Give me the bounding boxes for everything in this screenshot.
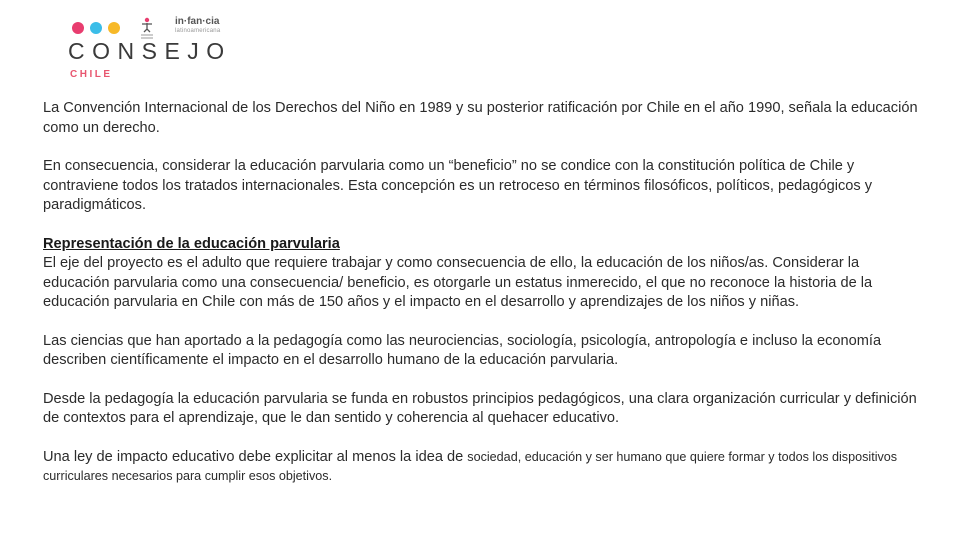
infancia-wordmark: in·fan·cia (175, 16, 220, 27)
paragraph-convention: La Convención Internacional de los Derechos del Niño en 1989 y su posterior ratificación por Chile en el año 1990, señala la educación como un derecho. (43, 100, 918, 136)
consejo-wordmark: CONSEJO (68, 38, 232, 64)
chile-wordmark: CHILE (70, 69, 113, 80)
paragraph-law-rest: sociedad, educación y ser humano que quiere formar y todos los dispositivos curriculares necesarios para cumplir esos objetivos. (43, 449, 898, 483)
blue-dot-icon (90, 22, 102, 34)
yellow-dot-icon (108, 22, 120, 34)
section-heading: Representación de la educación parvularia (43, 235, 340, 252)
paragraph-sciences: Las ciencias que han aportado a la pedagogía como las neurociencias, sociología, psicología, antropología e incluso la economía describen científicamente el impacto en el desarrollo humano de la educación parvularia. (43, 332, 882, 368)
logo-dots (72, 22, 120, 34)
pink-dot-icon (72, 22, 84, 34)
paragraph-consequence: En consecuencia, considerar la educación parvularia como un “beneficio” no se condice con la constitución política de Chile y contraviene todos los tratados internacionales. Esta concepción es un retroceso en términos filosóficos, políticos, pedagógicos y paradigmáticos. (43, 158, 873, 213)
figure-icon (140, 17, 154, 39)
document-body (43, 99, 923, 487)
paragraph-project-axis: El eje del proyecto es el adulto que requiere trabajar y como consecuencia de ello, la educación de los niños/as. Considerar la educación parvularia como una consecuencia/ beneficio, es otorgarle un estatus inmerecido, el que no reconoce la historia de la educación parvularia en Chile con más de 150 años y el impacto en el desarrollo y aprendizajes de los niños y niñas. (43, 255, 873, 310)
infancia-subtitle: latinoamericana (175, 28, 221, 34)
paragraph-law (43, 448, 923, 487)
paragraph-pedagogy: Desde la pedagogía la educación parvularia se funda en robustos principios pedagógicos, una clara organización curricular y definición de contextos para el aprendizaje, que le dan sentido y coherencia al quehacer educativo. (43, 390, 917, 426)
paragraph-law-lead: Una ley de impacto educativo debe explicitar al menos la idea de (43, 448, 468, 465)
consejo-chile-logo (68, 16, 268, 86)
